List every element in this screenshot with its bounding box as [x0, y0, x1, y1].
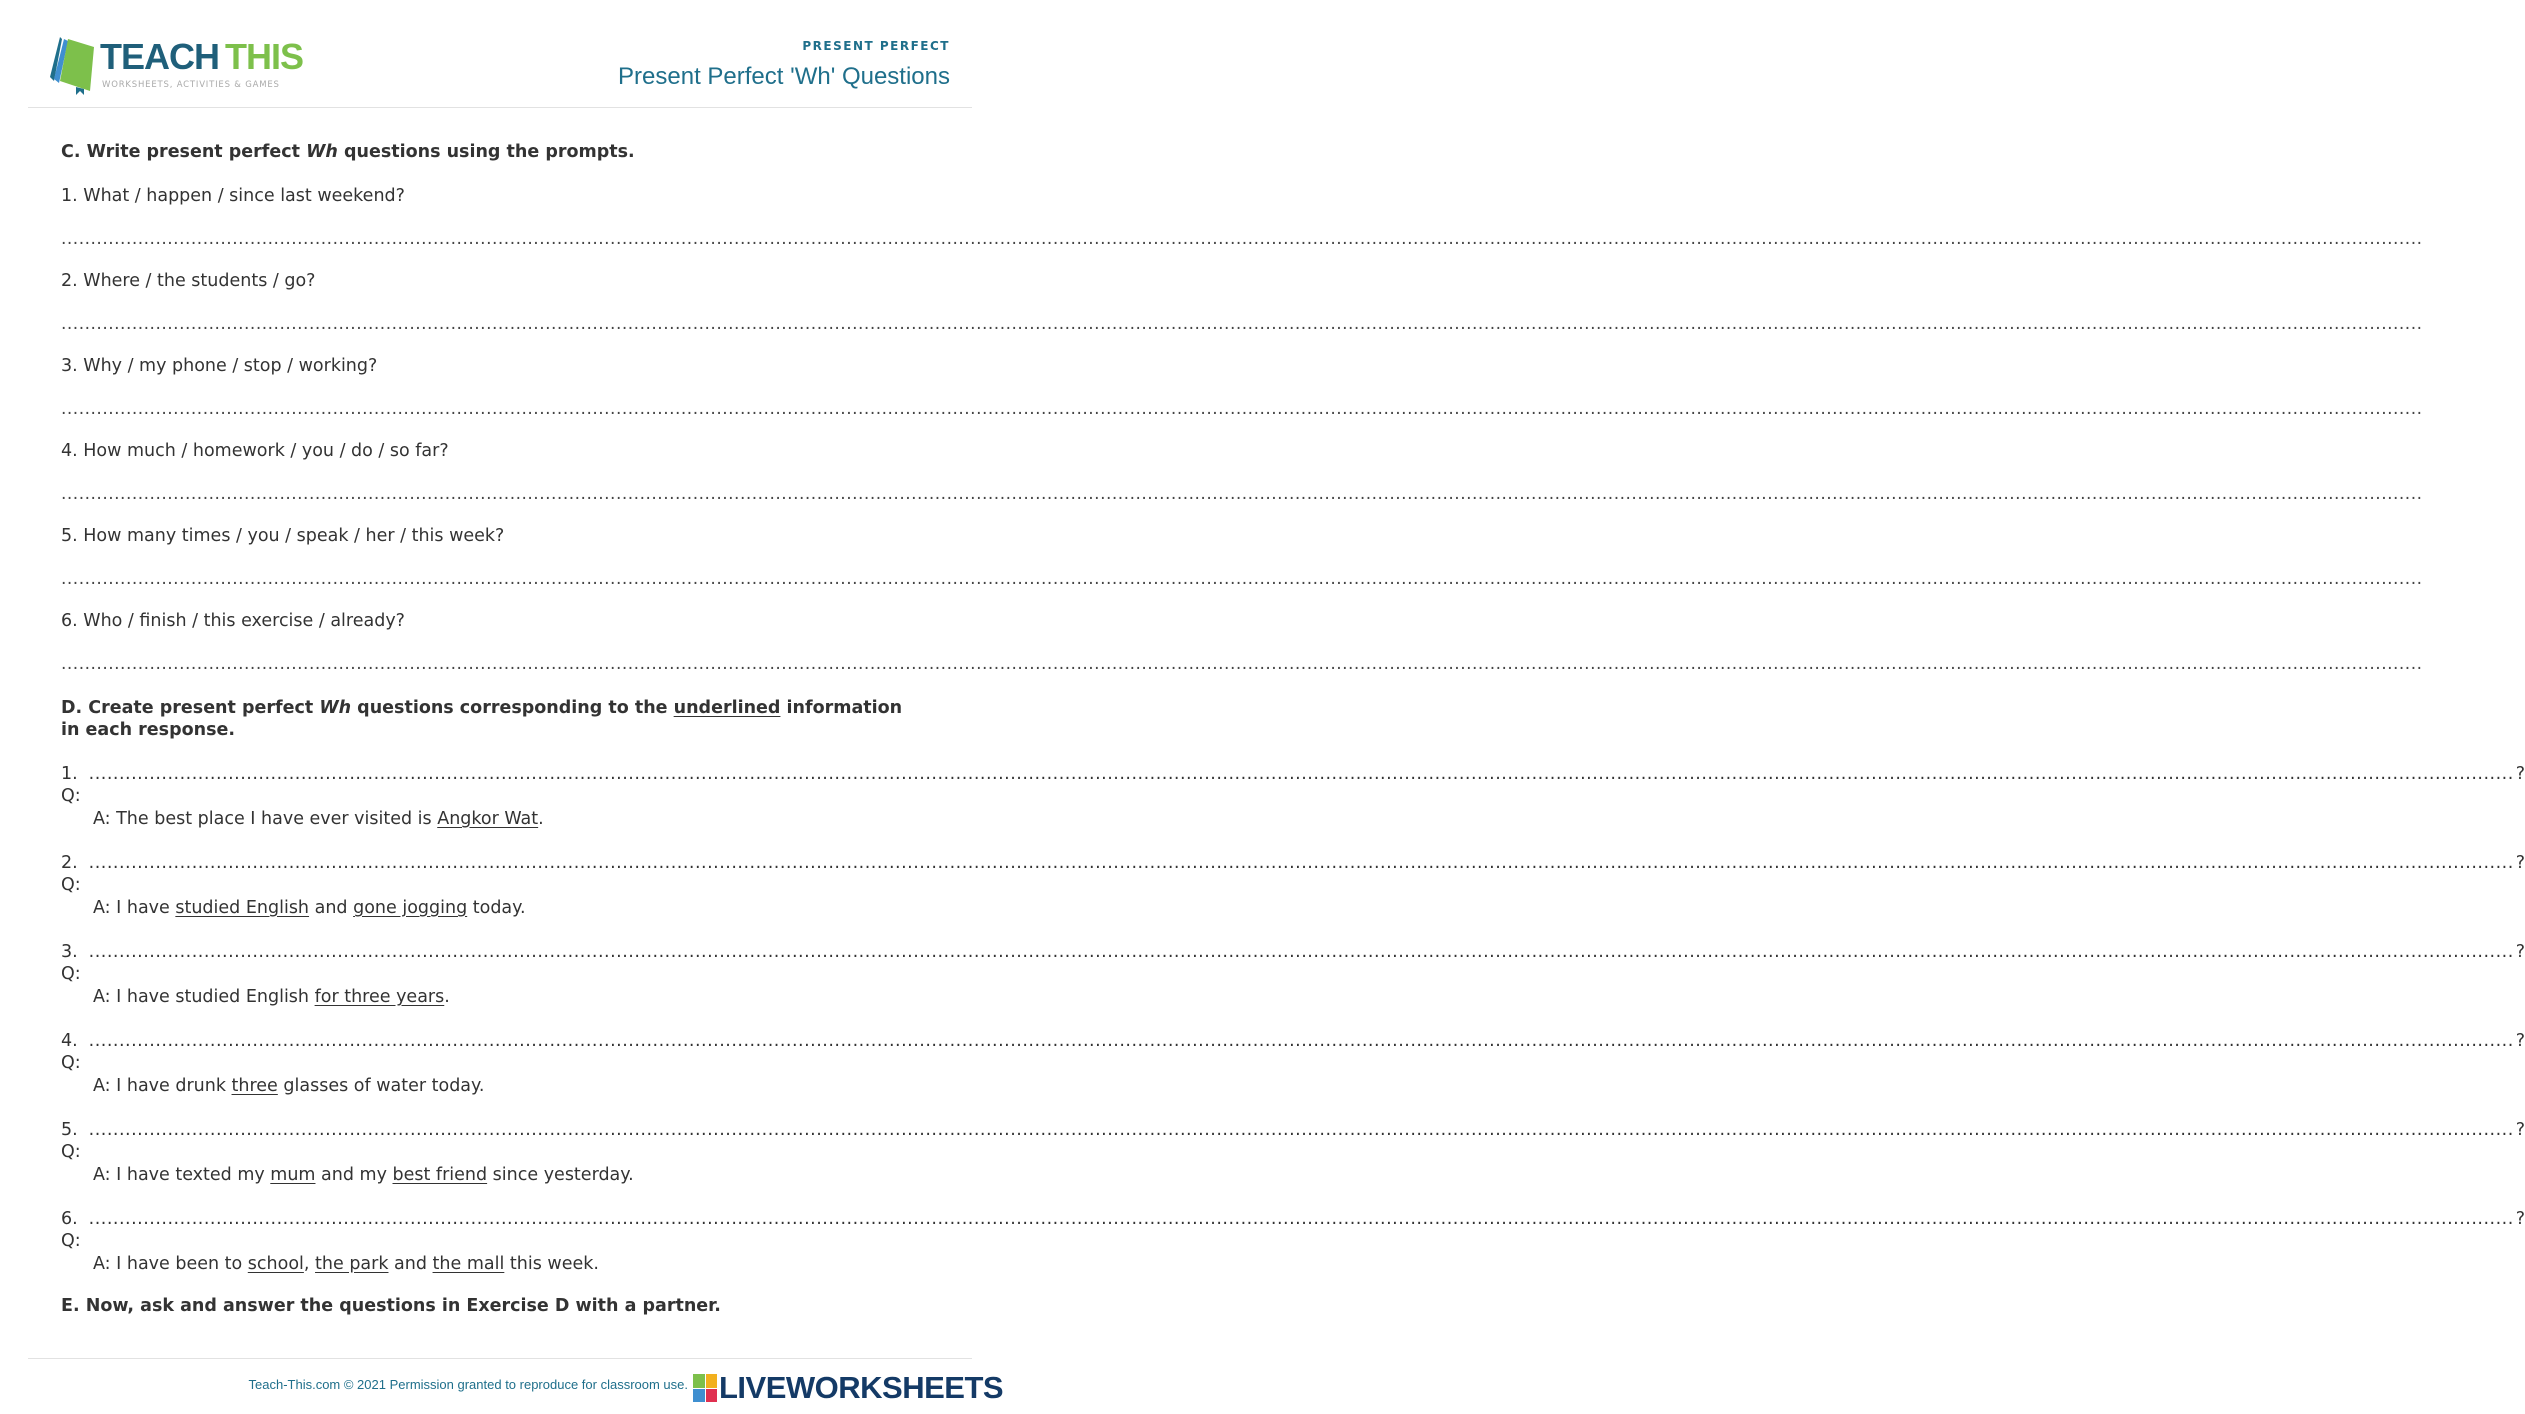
- underlined-info: Angkor Wat: [437, 809, 539, 829]
- prompt-item: 2. Where / the students / go?: [61, 271, 316, 291]
- underlined-info: studied English: [175, 898, 310, 918]
- question-row: [61, 763, 2525, 807]
- prompt-item: 3. Why / my phone / stop / working?: [61, 356, 378, 376]
- response-text: today.: [467, 898, 526, 918]
- prompt-item: 1. What / happen / since last weekend?: [61, 186, 405, 206]
- response-text: A: I have been to: [93, 1254, 248, 1274]
- question-row: [61, 941, 2525, 985]
- question-mark: ?: [2515, 942, 2525, 962]
- response-text: this week.: [504, 1254, 599, 1274]
- question-mark: ?: [2515, 853, 2525, 873]
- liveworksheets-badge: [693, 1374, 717, 1402]
- heading-emphasis: Wh: [306, 142, 338, 162]
- response-text: A: I have texted my: [93, 1165, 271, 1185]
- section-c-heading: [61, 141, 635, 163]
- question-answer-line[interactable]: ................................................................................................................................................................................................................................................................................................................................................................................................................: [88, 1031, 2514, 1051]
- prompt-item: 6. Who / finish / this exercise / already?: [61, 611, 405, 631]
- page-title: Present Perfect 'Wh' Questions: [618, 63, 950, 90]
- heading-text: questions using the prompts.: [337, 142, 635, 162]
- response-text: A: I have: [93, 898, 176, 918]
- response: [93, 1164, 634, 1186]
- response-text: and: [309, 898, 354, 918]
- answer-line[interactable]: ................................................................................................................................................................................................................................................................................................................................................................................................................: [61, 484, 2423, 504]
- answer-line[interactable]: ................................................................................................................................................................................................................................................................................................................................................................................................................: [61, 229, 2423, 249]
- question-answer-line[interactable]: ................................................................................................................................................................................................................................................................................................................................................................................................................: [88, 942, 2514, 962]
- underlined-info: the mall: [432, 1254, 505, 1274]
- book-icon: [46, 33, 98, 95]
- question-mark: ?: [2515, 1209, 2525, 1229]
- question-mark: ?: [2515, 1031, 2525, 1051]
- section-e-heading: E. Now, ask and answer the questions in Exercise D with a partner.: [61, 1296, 721, 1316]
- heading-emphasis: Wh: [319, 698, 352, 718]
- question-row: [61, 852, 2525, 896]
- question-label: 6. Q:: [61, 1209, 81, 1251]
- question-mark: ?: [2515, 1120, 2525, 1140]
- question-row: [61, 1208, 2525, 1252]
- answer-line[interactable]: ................................................................................................................................................................................................................................................................................................................................................................................................................: [61, 314, 2423, 334]
- response-text: since yesterday.: [487, 1165, 634, 1185]
- question-answer-line[interactable]: ................................................................................................................................................................................................................................................................................................................................................................................................................: [88, 1120, 2514, 1140]
- underlined-info: gone jogging: [353, 898, 468, 918]
- response-text: and: [388, 1254, 433, 1274]
- question-mark: ?: [2515, 764, 2525, 784]
- question-row: [61, 1030, 2525, 1074]
- question-label: 4. Q:: [61, 1031, 81, 1073]
- question-answer-line[interactable]: ................................................................................................................................................................................................................................................................................................................................................................................................................: [88, 764, 2514, 784]
- response-text: and my: [315, 1165, 393, 1185]
- header-divider: [28, 107, 972, 108]
- response-text: A: The best place I have ever visited is: [93, 809, 438, 829]
- logo: [46, 33, 304, 95]
- question-label: 5. Q:: [61, 1120, 81, 1162]
- underlined-info: mum: [270, 1165, 316, 1185]
- response: [93, 986, 450, 1008]
- liveworksheets-brand[interactable]: LIVEWORKSHEETS: [719, 1370, 1004, 1405]
- response: [93, 897, 526, 919]
- answer-line[interactable]: ................................................................................................................................................................................................................................................................................................................................................................................................................: [61, 569, 2423, 589]
- prompt-item: 5. How many times / you / speak / her / this week?: [61, 526, 505, 546]
- answer-line[interactable]: ................................................................................................................................................................................................................................................................................................................................................................................................................: [61, 399, 2423, 419]
- footer-copyright: Teach-This.com © 2021 Permission granted to reproduce for classroom use.: [248, 1377, 688, 1392]
- underlined-info: for three years: [314, 987, 445, 1007]
- category-label: PRESENT PERFECT: [802, 39, 950, 53]
- response-text: .: [444, 987, 450, 1007]
- response-text: .: [538, 809, 544, 829]
- heading-text: in each response.: [61, 720, 236, 740]
- response-text: A: I have drunk: [93, 1076, 232, 1096]
- footer-divider: [28, 1358, 972, 1359]
- answer-line[interactable]: ................................................................................................................................................................................................................................................................................................................................................................................................................: [61, 654, 2423, 674]
- section-d-heading: [61, 697, 941, 741]
- heading-text: D. Create present perfect: [61, 698, 320, 718]
- heading-text: C. Write present perfect: [61, 142, 307, 162]
- underlined-info: the park: [315, 1254, 389, 1274]
- response-text: ,: [303, 1254, 316, 1274]
- question-row: [61, 1119, 2525, 1163]
- response-text: A: I have studied English: [93, 987, 315, 1007]
- heading-text: questions corresponding to the: [351, 698, 674, 718]
- response: [93, 808, 544, 830]
- underlined-info: three: [231, 1076, 278, 1096]
- prompt-item: 4. How much / homework / you / do / so far?: [61, 441, 449, 461]
- heading-text: information: [780, 698, 903, 718]
- underlined-info: school: [247, 1254, 304, 1274]
- question-answer-line[interactable]: ................................................................................................................................................................................................................................................................................................................................................................................................................: [88, 853, 2514, 873]
- response-text: glasses of water today.: [277, 1076, 485, 1096]
- question-answer-line[interactable]: ................................................................................................................................................................................................................................................................................................................................................................................................................: [88, 1209, 2514, 1229]
- underlined-info: best friend: [392, 1165, 488, 1185]
- logo-tagline: WORKSHEETS, ACTIVITIES & GAMES: [102, 80, 280, 90]
- response: [93, 1075, 484, 1097]
- heading-underlined: underlined: [673, 698, 781, 718]
- question-label: 2. Q:: [61, 853, 81, 895]
- logo-accent: THIS: [225, 36, 304, 77]
- response: [93, 1253, 599, 1275]
- logo-main: TEACH: [100, 36, 219, 77]
- question-label: 1. Q:: [61, 764, 81, 806]
- question-label: 3. Q:: [61, 942, 81, 984]
